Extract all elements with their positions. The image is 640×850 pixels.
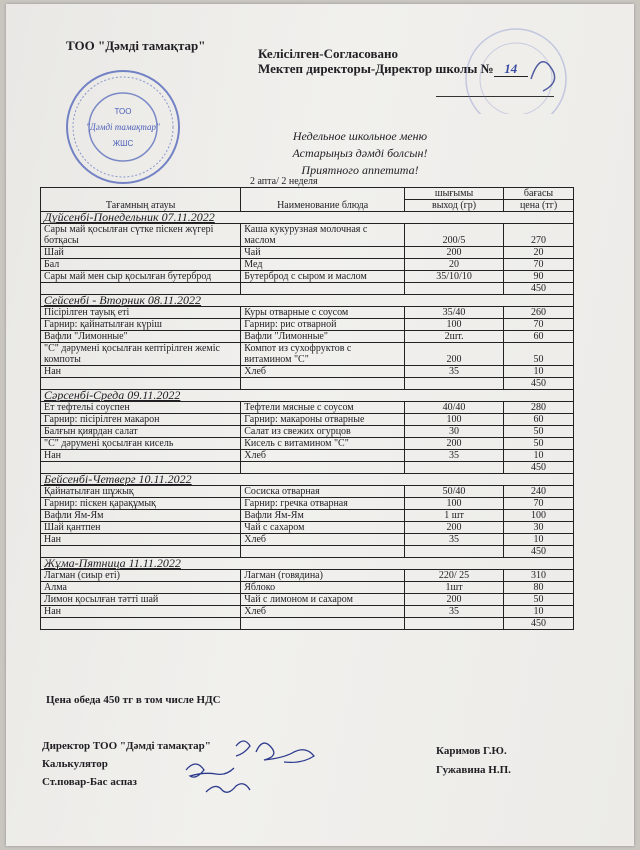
day-title: Сәрсенбі-Среда 09.11.2022 — [41, 390, 574, 402]
dish-price: 30 — [504, 522, 574, 534]
dish-price: 10 — [504, 534, 574, 546]
dish-output: 220/ 25 — [405, 570, 504, 582]
empty-cell — [405, 378, 504, 390]
dish-name-kaz: Вафли Ям-Ям — [41, 510, 241, 522]
day-title: Сейсенбі - Вторник 08.11.2022 — [41, 295, 574, 307]
table-header-row — [41, 188, 574, 200]
dish-name-rus: Каша кукурузная молочная с маслом — [241, 224, 405, 247]
dish-output: 200 — [405, 522, 504, 534]
empty-cell — [241, 378, 405, 390]
director-label: Директор ТОО "Дәмді тамақтар" — [42, 740, 211, 752]
dish-price: 100 — [504, 510, 574, 522]
dish-name-rus: Хлеб — [241, 366, 405, 378]
table-row — [41, 606, 574, 618]
dish-output: 35 — [405, 534, 504, 546]
dish-name-rus: Салат из свежих огурцов — [241, 426, 405, 438]
day-row — [41, 474, 574, 486]
dish-price: 70 — [504, 259, 574, 271]
day-title: Бейсенбі-Четверг 10.11.2022 — [41, 474, 574, 486]
dish-output: 35 — [405, 606, 504, 618]
empty-cell — [241, 546, 405, 558]
dish-name-rus: Гарнир: макароны отварные — [241, 414, 405, 426]
week-label: 2 апта/ 2 неделя — [250, 176, 318, 187]
dish-output: 100 — [405, 414, 504, 426]
dish-output: 200 — [405, 343, 504, 366]
day-row — [41, 212, 574, 224]
table-row — [41, 510, 574, 522]
empty-cell — [241, 618, 405, 630]
day-total: 450 — [504, 283, 574, 295]
day-title: Дүйсенбі-Понедельник 07.11.2022 — [41, 212, 574, 224]
day-row — [41, 390, 574, 402]
dish-name-kaz: Шай қантпен — [41, 522, 241, 534]
dish-price: 50 — [504, 438, 574, 450]
dish-name-kaz: Нан — [41, 534, 241, 546]
dish-output: 35/10/10 — [405, 271, 504, 283]
empty-cell — [405, 618, 504, 630]
dish-price: 70 — [504, 498, 574, 510]
dish-output: 35 — [405, 366, 504, 378]
dish-output: 200 — [405, 438, 504, 450]
day-title: Жұма-Пятница 11.11.2022 — [41, 558, 574, 570]
dish-price: 10 — [504, 450, 574, 462]
dish-price: 280 — [504, 402, 574, 414]
dish-output: 200 — [405, 247, 504, 259]
dish-output: 30 — [405, 426, 504, 438]
table-row — [41, 486, 574, 498]
menu-table — [40, 187, 574, 630]
table-row — [41, 438, 574, 450]
dish-output: 200 — [405, 594, 504, 606]
dish-price: 10 — [504, 366, 574, 378]
dish-price: 90 — [504, 271, 574, 283]
col-header-output-kaz: шығымы — [405, 188, 504, 200]
dish-name-rus: Лагман (говядина) — [241, 570, 405, 582]
day-row — [41, 558, 574, 570]
table-row — [41, 570, 574, 582]
dish-name-rus: Хлеб — [241, 450, 405, 462]
dish-price: 70 — [504, 319, 574, 331]
director-name: Каримов Г.Ю. — [436, 745, 507, 757]
dish-price: 270 — [504, 224, 574, 247]
company-name: ТОО "Дәмді тамақтар" — [66, 38, 206, 53]
dish-name-rus: Компот из сухофруктов с витамином "С" — [241, 343, 405, 366]
chef-label: Ст.повар-Бас аспаз — [42, 776, 137, 788]
dish-output: 100 — [405, 498, 504, 510]
dish-name-kaz: Алма — [41, 582, 241, 594]
dish-name-rus: Сосиска отварная — [241, 486, 405, 498]
dish-name-kaz: Сары май қосылған сүтке піскен жүгері ботқасы — [41, 224, 241, 247]
day-total: 450 — [504, 546, 574, 558]
dish-name-rus: Вафли "Лимонные" — [241, 331, 405, 343]
dish-name-kaz: Ет тефтельі соуспен — [41, 402, 241, 414]
dish-price: 10 — [504, 606, 574, 618]
menu-greeting-kaz: Астарыңыз дәмді болсын! — [292, 146, 428, 160]
table-row — [41, 224, 574, 247]
day-total: 450 — [504, 618, 574, 630]
dish-price: 60 — [504, 331, 574, 343]
day-total: 450 — [504, 378, 574, 390]
dish-name-kaz: Шай — [41, 247, 241, 259]
empty-cell — [405, 546, 504, 558]
col-header-rus: Наименование блюда — [241, 188, 405, 212]
dish-price: 80 — [504, 582, 574, 594]
dish-name-rus: Чай с сахаром — [241, 522, 405, 534]
table-row — [41, 259, 574, 271]
empty-cell — [41, 618, 241, 630]
table-row — [41, 343, 574, 366]
stamp-text-top: ТОО — [114, 107, 132, 116]
dish-name-kaz: Нан — [41, 366, 241, 378]
school-stamp-icon — [436, 24, 586, 114]
dish-name-kaz: Гарнир: пісірілген макарон — [41, 414, 241, 426]
dish-name-rus: Мед — [241, 259, 405, 271]
dish-output: 100 — [405, 319, 504, 331]
dish-name-kaz: Нан — [41, 606, 241, 618]
table-row — [41, 582, 574, 594]
empty-cell — [405, 462, 504, 474]
document-page — [6, 4, 634, 846]
dish-name-rus: Чай с лимоном и сахаром — [241, 594, 405, 606]
dish-name-rus: Гарнир: гречка отварная — [241, 498, 405, 510]
dish-name-kaz: Вафли "Лимонные" — [41, 331, 241, 343]
price-note: Цена обеда 450 тг в том числе НДС — [46, 694, 221, 706]
dish-output: 40/40 — [405, 402, 504, 414]
table-row — [41, 594, 574, 606]
dish-name-rus: Кисель с витамином "С" — [241, 438, 405, 450]
dish-name-rus: Яблоко — [241, 582, 405, 594]
col-header-price-kaz: бағасы — [504, 188, 574, 200]
stamp-text-bottom: ЖШС — [112, 139, 134, 148]
dish-name-kaz: "С" дәрумені қосылған кептірілген жеміс компоты — [41, 343, 241, 366]
table-row — [41, 522, 574, 534]
table-row — [41, 331, 574, 343]
dish-price: 260 — [504, 307, 574, 319]
dish-name-kaz: Лагман (сиыр еті) — [41, 570, 241, 582]
approval-line-1: Келісілген-Согласовано — [258, 46, 398, 61]
dish-name-kaz: Лимон қосылған тәтті шай — [41, 594, 241, 606]
table-row — [41, 450, 574, 462]
table-row — [41, 534, 574, 546]
school-number: 14 — [494, 61, 528, 77]
dish-name-rus: Вафли Ям-Ям — [241, 510, 405, 522]
dish-output: 50/40 — [405, 486, 504, 498]
table-row — [41, 414, 574, 426]
day-total: 450 — [504, 462, 574, 474]
dish-name-kaz: Сары май мен сыр қосылған бутерброд — [41, 271, 241, 283]
table-row — [41, 319, 574, 331]
table-row — [41, 498, 574, 510]
dish-price: 50 — [504, 343, 574, 366]
dish-name-rus: Тефтели мясные с соусом — [241, 402, 405, 414]
dish-name-rus: Бутерброд с сыром и маслом — [241, 271, 405, 283]
table-row — [41, 247, 574, 259]
dish-output: 1 шт — [405, 510, 504, 522]
dish-name-rus: Чай — [241, 247, 405, 259]
stamp-text-mid: "Дәмді тамақтар" — [86, 122, 160, 132]
dish-name-kaz: Балғын қиярдан салат — [41, 426, 241, 438]
table-row — [41, 402, 574, 414]
signatures-icon — [176, 732, 376, 802]
dish-name-rus: Гарнир: рис отварной — [241, 319, 405, 331]
col-header-kaz: Тағамның атауы — [41, 188, 241, 212]
calculator-name: Гужавина Н.П. — [436, 764, 511, 776]
dish-output: 35/40 — [405, 307, 504, 319]
day-row — [41, 295, 574, 307]
dish-price: 50 — [504, 426, 574, 438]
dish-price: 50 — [504, 594, 574, 606]
menu-greeting-rus: Приятного аппетита! — [301, 163, 419, 177]
empty-cell — [241, 283, 405, 295]
dish-price: 20 — [504, 247, 574, 259]
dish-name-kaz: Пісірілген тауық еті — [41, 307, 241, 319]
approval-school-label: Мектеп директоры-Директор школы № — [258, 61, 494, 76]
dish-price: 60 — [504, 414, 574, 426]
table-row — [41, 271, 574, 283]
dish-price: 240 — [504, 486, 574, 498]
empty-cell — [405, 283, 504, 295]
dish-name-rus: Куры отварные с соусом — [241, 307, 405, 319]
table-row — [41, 366, 574, 378]
dish-output: 1шт — [405, 582, 504, 594]
dish-name-rus: Хлеб — [241, 534, 405, 546]
menu-title: Недельное школьное меню — [292, 129, 428, 143]
dish-output: 20 — [405, 259, 504, 271]
table-row — [41, 307, 574, 319]
dish-name-kaz: Гарнир: қайнатылған күріш — [41, 319, 241, 331]
dish-name-rus: Хлеб — [241, 606, 405, 618]
col-header-price-rus: цена (тг) — [504, 200, 574, 212]
dish-output: 200/5 — [405, 224, 504, 247]
dish-name-kaz: Гарнир: піскен қарақұмық — [41, 498, 241, 510]
dish-name-kaz: "С" дәрумені қосылған кисель — [41, 438, 241, 450]
dish-price: 310 — [504, 570, 574, 582]
dish-name-kaz: Қайнатылған шұжық — [41, 486, 241, 498]
table-row — [41, 426, 574, 438]
calculator-label: Калькулятор — [42, 758, 108, 770]
day-total-row — [41, 618, 574, 630]
dish-name-kaz: Нан — [41, 450, 241, 462]
dish-output: 35 — [405, 450, 504, 462]
dish-name-kaz: Бал — [41, 259, 241, 271]
dish-output: 2шт. — [405, 331, 504, 343]
col-header-output-rus: выход (гр) — [405, 200, 504, 212]
empty-cell — [241, 462, 405, 474]
